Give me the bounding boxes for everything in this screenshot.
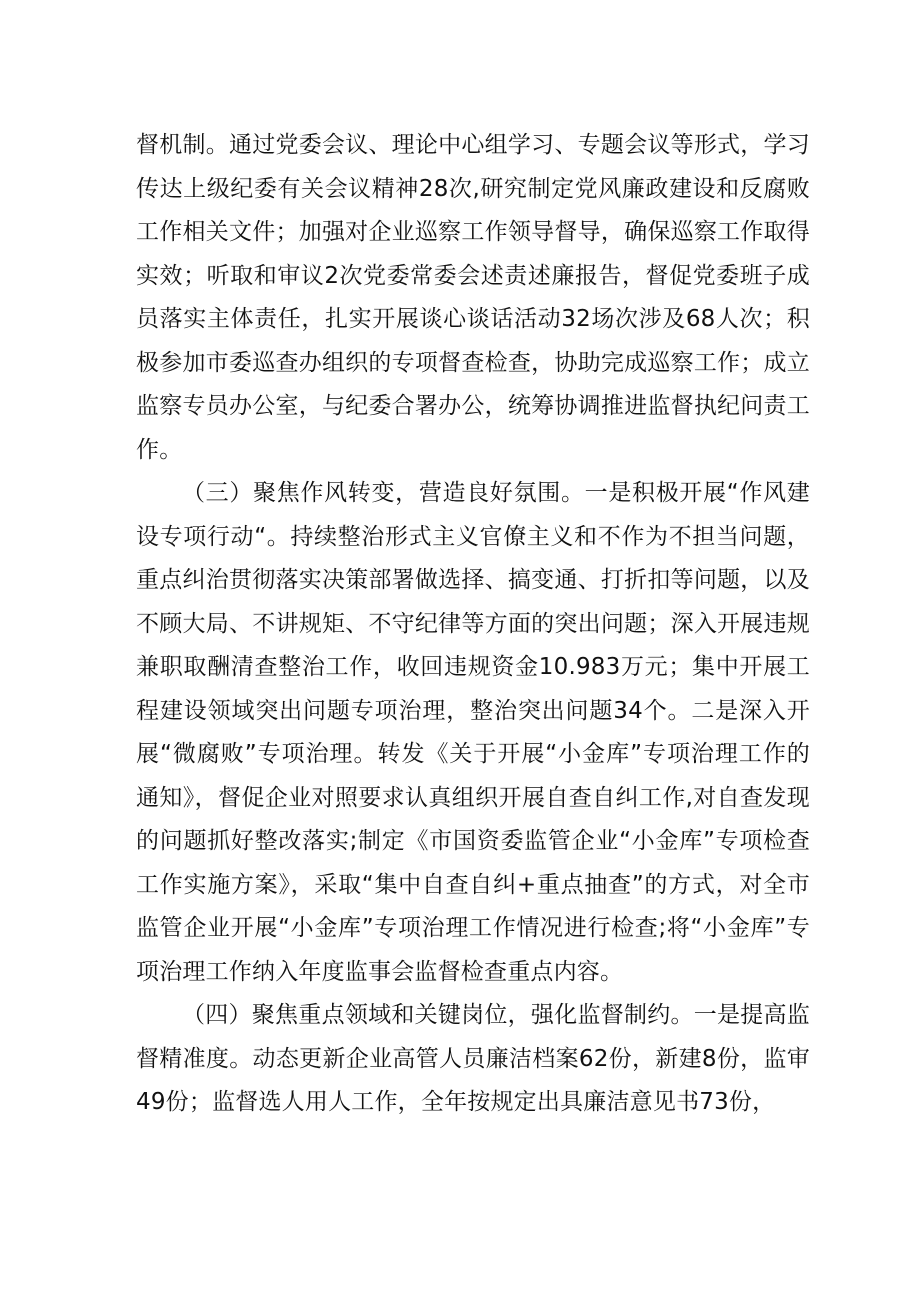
paragraph-1: 督机制。通过党委会议、理论中心组学习、专题会议等形式，学习传达上级纪委有关会议精神28次,研究制定党风廉政建设和反腐败工作相关文件；加强对企业巡察工作领导督导，确保巡察工作取得实效；听取和审议2次党委常委会述责述廉报告，督促党委班子成员落实主体责任，扎实开展谈心谈话活动32场次涉及68人次；积极参加市委巡查办组织的专项督查检查，协助完成巡察工作；成立监察专员办公室，与纪委合署办公，统筹协调推进监督执纪问责工作。: [136, 132, 810, 463]
paragraph-2: （三）聚焦作风转变，营造良好氛围。一是积极开展“作风建设专项行动“。持续整治形式主义官僚主义和不作为不担当问题，重点纠治贯彻落实决策部署做选择、搞变通、打折扣等问题，以及不顾大局、不讲规矩、不守纪律等方面的突出问题；深入开展违规兼职取酬清查整治工作，收回违规资金10.983万元；集中开展工程建设领域突出问题专项治理，整治突出问题34个。二是深入开展“微腐败”专项治理。转发《关于开展“小金库”专项治理工作的通知》，督促企业对照要求认真组织开展自查自纠工作,对自查发现的问题抓好整改落实;制定《市国资委监管企业“小金库”专项检查工作实施方案》，采取“集中自查自纠+重点抽查”的方式，对全市监管企业开展“小金库”专项治理工作情况进行检查;将“小金库”专项治理工作纳入年度监事会监督检查重点内容。: [136, 480, 810, 985]
paragraph-3: （四）聚焦重点领域和关键岗位，强化监督制约。一是提高监督精准度。动态更新企业高管人员廉洁档案62份，新建8份，监审49份；监督选人用人工作，全年按规定出具廉洁意见书73份，: [136, 1002, 810, 1115]
